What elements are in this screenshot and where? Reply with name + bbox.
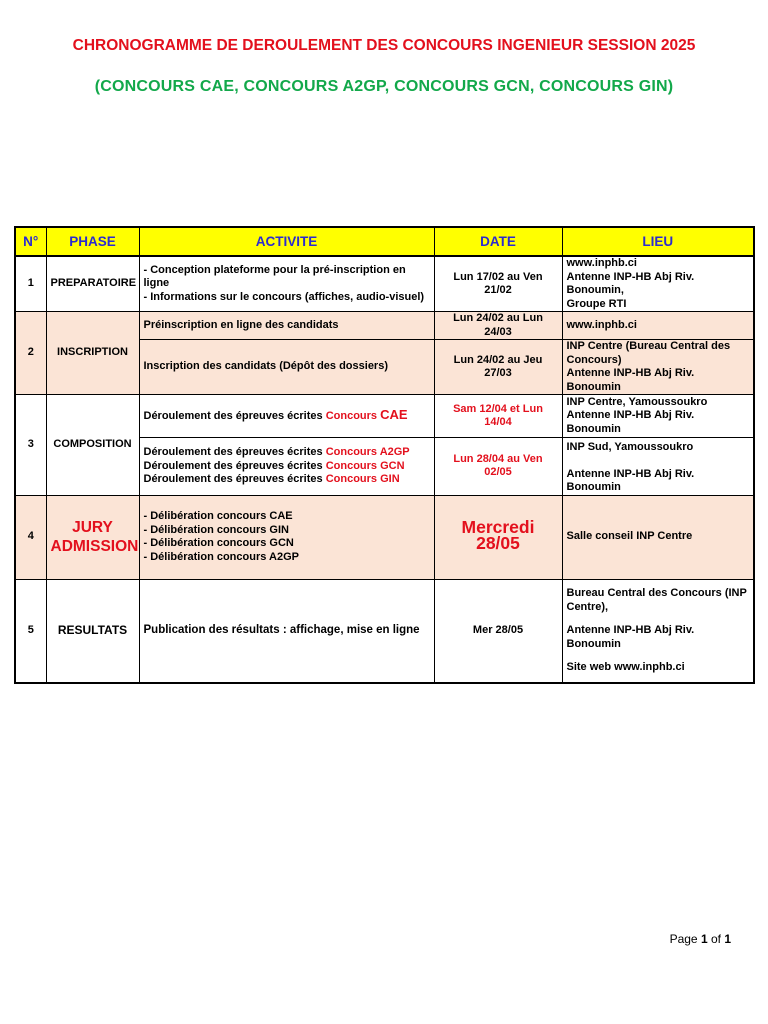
location-line: Antenne INP-HB Abj Riv. Bonoumin: [566, 624, 695, 650]
activity-text: Déroulement des épreuves écrites: [143, 410, 326, 423]
phase-line: ADMISSION: [50, 538, 139, 555]
location-line: Site web www.inphb.ci: [566, 661, 685, 673]
location-line: Bureau Central des Concours (INP Centre),: [566, 587, 747, 613]
activity-line: - Délibération concours A2GP: [143, 550, 299, 563]
row-number: 4: [15, 495, 46, 579]
activity-line: - Informations sur le concours (affiches, audio-visuel): [143, 290, 425, 303]
location-line: Antenne INP-HB Abj Riv. Bonoumin: [566, 409, 695, 435]
header-date: DATE: [434, 227, 562, 256]
location-cell: [562, 256, 754, 312]
big-date: Mercredi 28/05: [461, 516, 535, 553]
activity-line: - Conception plateforme pour la pré-inscription en ligne: [143, 263, 406, 290]
document-subtitle: (CONCOURS CAE, CONCOURS A2GP, CONCOURS GCN, CONCOURS GIN): [94, 78, 674, 95]
location-line: Antenne INP-HB Abj Riv. Bonoumin: [566, 467, 695, 493]
header-lieu: LIEU: [562, 227, 754, 256]
header-activite: ACTIVITE: [139, 227, 434, 256]
activity-cell: Publication des résultats : affichage, mise en ligne: [139, 579, 434, 683]
phase-cell: RESULTATS: [46, 579, 139, 683]
row-number: 1: [15, 256, 46, 312]
date-cell: Lun 24/02 au Lun 24/03: [434, 312, 562, 340]
row-number: 3: [15, 395, 46, 496]
concours-label: Concours: [325, 410, 381, 423]
activity-line: Déroulement des épreuves écrites Concours GCN: [143, 459, 405, 472]
table-row: [15, 256, 754, 312]
location-cell: [562, 438, 754, 496]
activity-line: Déroulement des épreuves écrites Concours GIN: [143, 473, 400, 485]
schedule-table: [14, 226, 755, 684]
date-cell: Lun 17/02 au Ven 21/02: [434, 256, 562, 312]
location-line: INP Centre (Bureau Central des Concours): [566, 340, 731, 366]
page-number: 1: [700, 932, 708, 946]
activity-line: - Délibération concours GIN: [143, 523, 289, 536]
row-number: 5: [15, 579, 46, 683]
date-cell: [434, 495, 562, 579]
header-num: N°: [15, 227, 46, 256]
date-cell: Lun 24/02 au Jeu 27/03: [434, 340, 562, 395]
activity-cell: [139, 256, 434, 312]
date-cell: Sam 12/04 et Lun 14/04: [434, 395, 562, 438]
location-cell: www.inphb.ci: [562, 312, 754, 340]
location-line: INP Centre, Yamoussoukro: [566, 395, 708, 408]
activity-line: - Délibération concours CAE: [143, 510, 293, 522]
page-total: 1: [724, 932, 731, 946]
location-line: www.inphb.ci: [566, 257, 637, 269]
activity-cell: Inscription des candidats (Dépôt des dossiers): [139, 340, 434, 395]
activity-cell: [139, 495, 434, 579]
activity-cell: [139, 395, 434, 438]
location-line: INP Sud, Yamoussoukro: [566, 441, 694, 453]
phase-cell: [46, 495, 139, 579]
location-cell: [562, 579, 754, 683]
location-cell: [562, 340, 754, 395]
activity-cell: Préinscription en ligne des candidats: [139, 312, 434, 340]
row-number: 2: [15, 312, 46, 395]
location-line: Groupe RTI: [566, 297, 627, 310]
table-row: [15, 495, 754, 579]
page-label: Page: [669, 932, 701, 946]
activity-cell: [139, 438, 434, 496]
activity-line: - Délibération concours GCN: [143, 537, 294, 549]
date-cell: Mer 28/05: [434, 579, 562, 683]
page-footer: [670, 932, 731, 946]
table-header-row: [15, 227, 754, 256]
location-line: Antenne INP-HB Abj Riv. Bonoumin,: [566, 270, 695, 296]
location-cell: [562, 395, 754, 438]
phase-line: JURY: [72, 519, 113, 536]
phase-cell: INSCRIPTION: [46, 312, 139, 395]
document-title: CHRONOGRAMME DE DEROULEMENT DES CONCOURS INGENIEUR SESSION 2025: [72, 37, 696, 54]
date-cell: Lun 28/04 au Ven 02/05: [434, 438, 562, 496]
table-row: [15, 579, 754, 683]
location-cell: Salle conseil INP Centre: [562, 495, 754, 579]
page-of-label: of: [707, 932, 725, 946]
header-phase: PHASE: [46, 227, 139, 256]
location-line: Antenne INP-HB Abj Riv. Bonoumin: [566, 367, 695, 393]
phase-cell: PREPARATOIRE: [46, 256, 139, 312]
table-row: [15, 395, 754, 438]
concours-code: CAE: [380, 407, 408, 423]
activity-line: Déroulement des épreuves écrites Concours A2GP: [143, 446, 410, 458]
phase-cell: COMPOSITION: [46, 395, 139, 496]
table-row: [15, 312, 754, 340]
